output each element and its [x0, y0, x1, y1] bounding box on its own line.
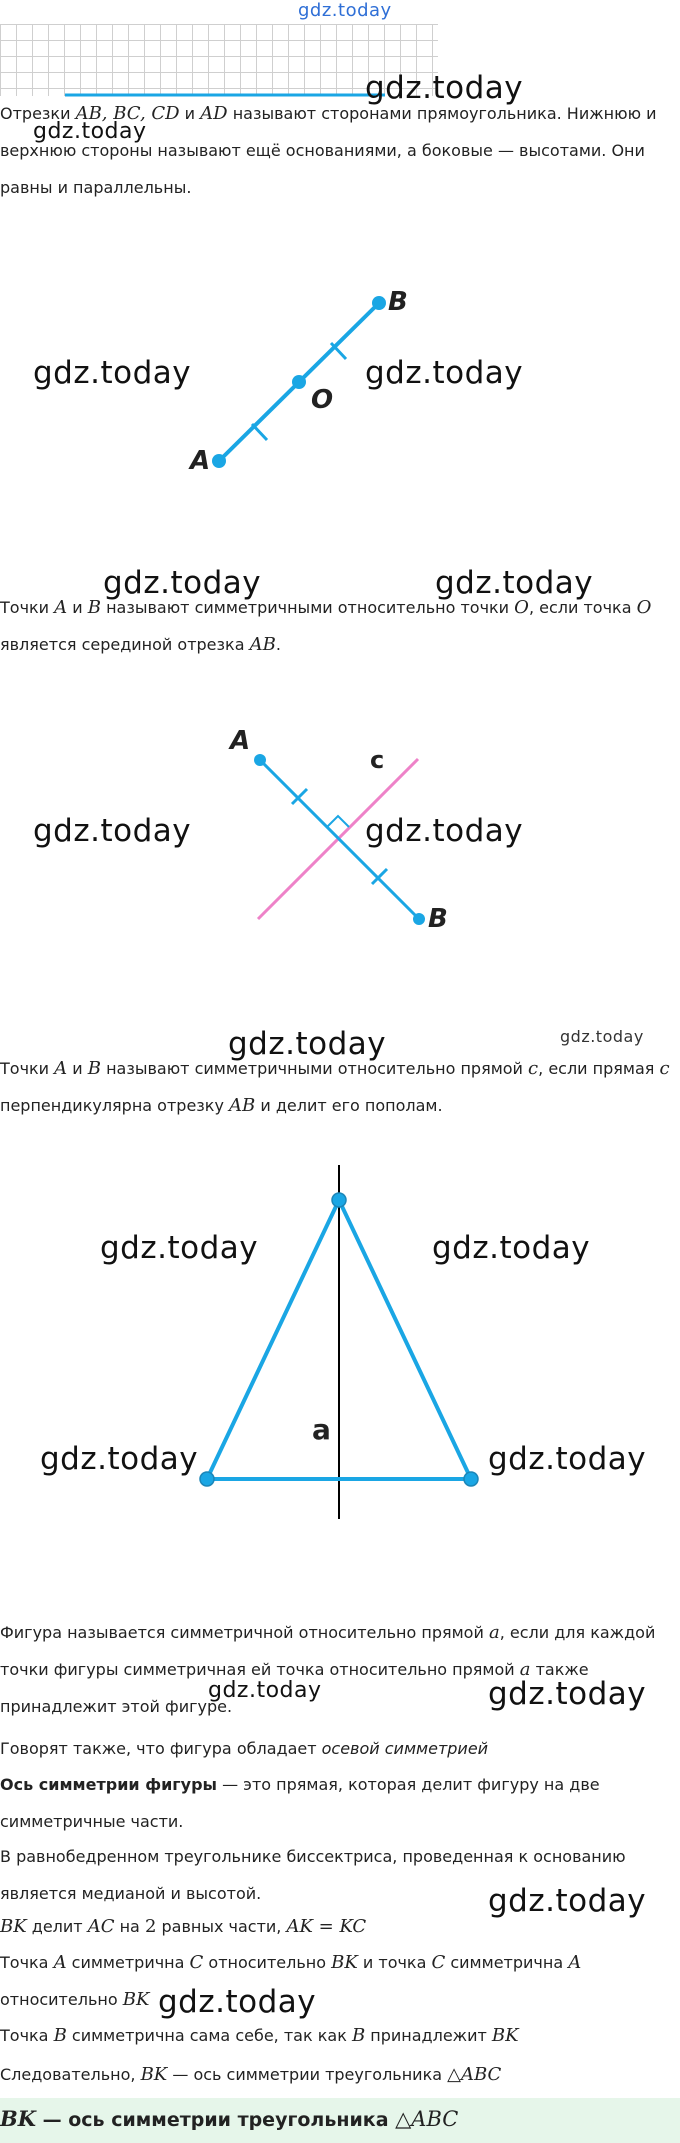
paragraph-axial-symmetry [0, 1730, 676, 1767]
text: Точки [0, 598, 55, 617]
watermark-top: gdz.today [298, 0, 392, 21]
text: Фигура называется симметричной относительно прямой [0, 1623, 489, 1642]
math: c [528, 1058, 539, 1079]
text: Следовательно, [0, 2065, 141, 2084]
math: △ABC [447, 2064, 502, 2085]
text: называют симметричными относительно прямой [100, 1059, 529, 1078]
math: 2 [144, 1916, 157, 1937]
math: A [53, 1952, 67, 1973]
text: принадлежит [365, 2026, 492, 2045]
math: A [54, 597, 68, 618]
text: симметрична [445, 1953, 569, 1972]
watermark: gdz.today [40, 1441, 199, 1477]
math: BK [0, 1916, 27, 1937]
math: BK [122, 1989, 150, 2010]
math: BK [0, 2106, 37, 2131]
math: c [659, 1058, 670, 1079]
bold-term: Ось симметрии фигуры [0, 1775, 217, 1794]
paragraph-bk-divides [0, 1908, 676, 1945]
text: , если для каждой точки фигуры симметричная ей точка относительно прямой [0, 1623, 656, 1679]
math: AB, BC, CD [75, 103, 180, 124]
math: B [351, 2025, 366, 2046]
math: AB [229, 1095, 256, 1116]
text: называют симметричными относительно точки [100, 598, 515, 617]
watermark: gdz.today [365, 813, 524, 849]
text: и точка [357, 1953, 432, 1972]
answer-text [0, 2100, 676, 2139]
text: перпендикулярна отрезку [0, 1096, 230, 1115]
label-point-b: B [428, 904, 448, 934]
watermark: gdz.today [228, 1026, 387, 1062]
text: — это прямая, которая делит фигуру на две симметричные части. [0, 1775, 600, 1831]
watermark-small: gdz.today [560, 1027, 644, 1046]
math: BK [140, 2064, 168, 2085]
text: — ось симметрии треугольника [36, 2109, 396, 2131]
text: Говорят также, что фигура обладает [0, 1739, 322, 1758]
paragraph-conclusion [0, 2056, 676, 2093]
label-point-a: A [230, 726, 251, 756]
watermark: gdz.today [488, 1883, 647, 1919]
math: O [514, 597, 529, 618]
text: равных части, [156, 1917, 287, 1936]
text: делит [26, 1917, 88, 1936]
math: AK = KC [286, 1916, 367, 1937]
math: C [189, 1952, 204, 1973]
text: относительно [203, 1953, 332, 1972]
italic-term: осевой симметрией [321, 1739, 489, 1758]
text: , если точка [528, 598, 637, 617]
math: a [488, 1622, 500, 1643]
math: B [87, 1058, 101, 1079]
text: Отрезки [0, 104, 76, 123]
math: AC [87, 1916, 115, 1937]
text: симметрична сама себе, так как [66, 2026, 352, 2045]
math: AB [249, 634, 276, 655]
watermark: gdz.today [33, 355, 192, 391]
math: B [53, 2025, 67, 2046]
watermark: gdz.today [435, 565, 594, 601]
math: BK [491, 2025, 519, 2046]
math: a [519, 1659, 531, 1680]
text: В равнобедренном треугольнике биссектриса, проведенная к основанию является медианой и высотой. [0, 1847, 626, 1903]
math: △ABC [395, 2107, 459, 2131]
watermark: gdz.today [208, 1678, 322, 1703]
watermark: gdz.today [33, 119, 147, 144]
paragraph-axis-definition [0, 1766, 676, 1840]
math: AD [200, 103, 228, 124]
text: Точки [0, 1059, 55, 1078]
text: и [67, 598, 88, 617]
text: Точка [0, 1953, 54, 1972]
text: . [275, 635, 281, 654]
text: также принадлежит этой фигуре. [0, 1660, 589, 1716]
watermark: gdz.today [365, 355, 524, 391]
paragraph-point-b [0, 2017, 676, 2054]
watermark: gdz.today [103, 565, 262, 601]
text: — ось симметрии треугольника [167, 2065, 448, 2084]
math: A [568, 1952, 582, 1973]
watermark: gdz.today [365, 70, 524, 106]
math: A [54, 1058, 68, 1079]
text: и [179, 104, 201, 123]
paragraph-line-symmetry [0, 1050, 676, 1124]
text: является серединой отрезка [0, 635, 250, 654]
text: на [114, 1917, 145, 1936]
label-line-c: c [370, 746, 385, 774]
watermark: gdz.today [158, 1984, 317, 2020]
watermark: gdz.today [100, 1230, 259, 1266]
label-point-o: O [311, 385, 334, 415]
text: симметрична [66, 1953, 190, 1972]
watermark: gdz.today [488, 1676, 647, 1712]
paragraph-point-symmetry [0, 589, 676, 663]
text: и делит его пополам. [255, 1096, 443, 1115]
watermark: gdz.today [488, 1441, 647, 1477]
text: , если прямая [538, 1059, 660, 1078]
text: Точка [0, 2026, 54, 2045]
label-axis-a: a [312, 1413, 331, 1446]
text: относительно [0, 1990, 123, 2009]
text: называют сторонами прямоугольника. Нижнюю и верхнюю стороны называют ещё основаниями, а боковые — высотами. Они равны и параллельны. [0, 104, 657, 197]
label-point-a: A [190, 446, 211, 476]
watermark: gdz.today [33, 813, 192, 849]
math: BK [331, 1952, 358, 1973]
watermark: gdz.today [432, 1230, 591, 1266]
label-point-b: B [388, 287, 408, 317]
math: O [636, 597, 652, 618]
paragraph-rectangle-sides [0, 95, 676, 206]
math: B [87, 597, 101, 618]
text: и [67, 1059, 88, 1078]
paragraph-points-symmetric [0, 1944, 676, 2018]
math: C [431, 1952, 446, 1973]
